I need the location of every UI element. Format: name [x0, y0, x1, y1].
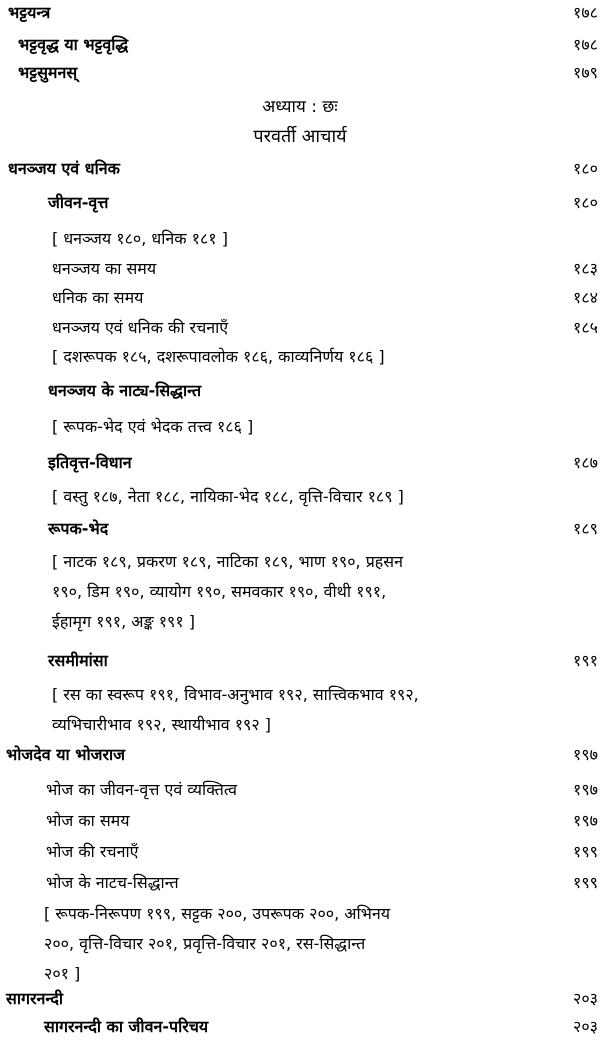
note-text: [ वस्तु १८७, नेता १८८, नायिका-भेद १८८, वृत्ति-विचार १८९ ]	[52, 487, 404, 506]
note-block	[44, 899, 592, 989]
toc-entry	[0, 0, 600, 30]
subsection-title: धनञ्जय के नाट्य-सिद्धान्त	[48, 381, 202, 400]
note-block	[52, 680, 592, 740]
subsection	[0, 516, 600, 546]
subsection-title: रसमीमांसा	[48, 651, 108, 670]
entry-title: भट्टयन्त्र	[8, 3, 51, 22]
note-block	[52, 547, 592, 637]
subsection-title: सागरनन्दी का जीवन-परिचय	[44, 1017, 209, 1036]
toc-entry	[0, 60, 600, 90]
section-heading	[0, 156, 600, 186]
section-title: सागरनन्दी	[6, 989, 63, 1008]
toc-item	[0, 777, 600, 807]
note-line	[0, 414, 600, 444]
note-line	[0, 484, 600, 514]
note-line: व्यभिचारीभाव १९२, स्थायीभाव १९२ ]	[52, 715, 272, 734]
subsection-title: रूपक-भेद	[48, 519, 109, 538]
note-line: २००, वृत्ति-विचार २०१, प्रवृत्ति-विचार २०१, रस-सिद्धान्त	[44, 934, 366, 953]
item-page: १९९	[573, 873, 598, 892]
toc-item	[0, 808, 600, 838]
toc-entry	[0, 32, 600, 62]
item-title: धनञ्जय का समय	[52, 259, 157, 278]
note-line	[0, 226, 600, 256]
section-heading	[0, 742, 600, 772]
note-line: [ रूपक-निरूपण १९९, सट्टक २००, उपरूपक २००, अभिनय	[44, 904, 391, 923]
chapter-label: अध्याय : छः	[262, 97, 338, 117]
item-title: भोज की रचनाएँ	[46, 842, 139, 861]
toc-item	[0, 285, 600, 315]
item-page: १९७	[573, 811, 598, 830]
section-page: १९७	[573, 745, 598, 764]
subsection-page: २०३	[573, 1017, 598, 1036]
subsection	[0, 450, 600, 480]
note-text: [ धनञ्जय १८०, धनिक १८१ ]	[52, 229, 228, 248]
item-title: धनिक का समय	[52, 288, 144, 307]
note-line: २०१ ]	[44, 964, 81, 983]
item-title: धनञ्जय एवं धनिक की रचनाएँ	[52, 318, 229, 337]
section-page: १८०	[573, 159, 598, 178]
toc-item	[0, 256, 600, 286]
subsection-page: १९१	[573, 651, 598, 670]
entry-page: १७८	[573, 3, 598, 22]
item-page: १८४	[573, 288, 598, 307]
note-line: [ रस का स्वरूप १९१, विभाव-अनुभाव १९२, सात्त्विकभाव १९२,	[52, 685, 419, 704]
toc-item	[0, 839, 600, 869]
subsection	[0, 190, 600, 220]
item-title: भोज के नाटच-सिद्धान्त	[46, 873, 179, 892]
note-line	[0, 344, 600, 374]
item-title: भोज का जीवन-वृत्त एवं व्यक्तित्व	[46, 780, 238, 799]
subsection-title: जीवन-वृत्त	[48, 193, 109, 212]
item-page: १८५	[573, 318, 598, 337]
subsection-page: १८७	[573, 453, 598, 472]
note-line: [ नाटक १८९, प्रकरण १८९, नाटिका १८९, भाण १९०, प्रहसन	[52, 552, 403, 571]
subsection	[0, 378, 600, 408]
entry-page: १७८	[573, 35, 598, 54]
entry-title: भट्टसुमनस्	[18, 63, 78, 82]
note-text: [ रूपक-भेद एवं भेदक तत्त्व १८६ ]	[52, 417, 254, 436]
section-title: धनञ्जय एवं धनिक	[8, 159, 120, 178]
section-heading	[0, 986, 600, 1016]
subsection-page: १८९	[573, 519, 598, 538]
toc-item	[0, 315, 600, 345]
entry-title: भट्टवृद्ध या भट्टवृद्धि	[18, 35, 129, 54]
note-line: १९०, डिम १९०, व्यायोग १९०, समवकार १९०, वीथी १९१,	[52, 582, 387, 601]
subsection-title: इतिवृत्त-विधान	[48, 453, 132, 472]
note-text: [ दशरूपक १८५, दशरूपावलोक १८६, काव्यनिर्णय १८६ ]	[52, 347, 385, 366]
subsection	[0, 648, 600, 678]
item-page: १९७	[573, 780, 598, 799]
note-line: ईहामृग १९१, अङ्क १९१ ]	[52, 612, 196, 631]
item-title: भोज का समय	[46, 811, 130, 830]
toc-item	[0, 870, 600, 900]
chapter-title: परवर्ती आचार्य	[253, 126, 347, 147]
item-page: १९९	[573, 842, 598, 861]
subsection-page: १८०	[573, 193, 598, 212]
section-page: २०३	[573, 989, 598, 1008]
entry-page: १७९	[573, 63, 598, 82]
item-page: १८३	[573, 259, 598, 278]
section-title: भोजदेव या भोजराज	[6, 745, 126, 764]
